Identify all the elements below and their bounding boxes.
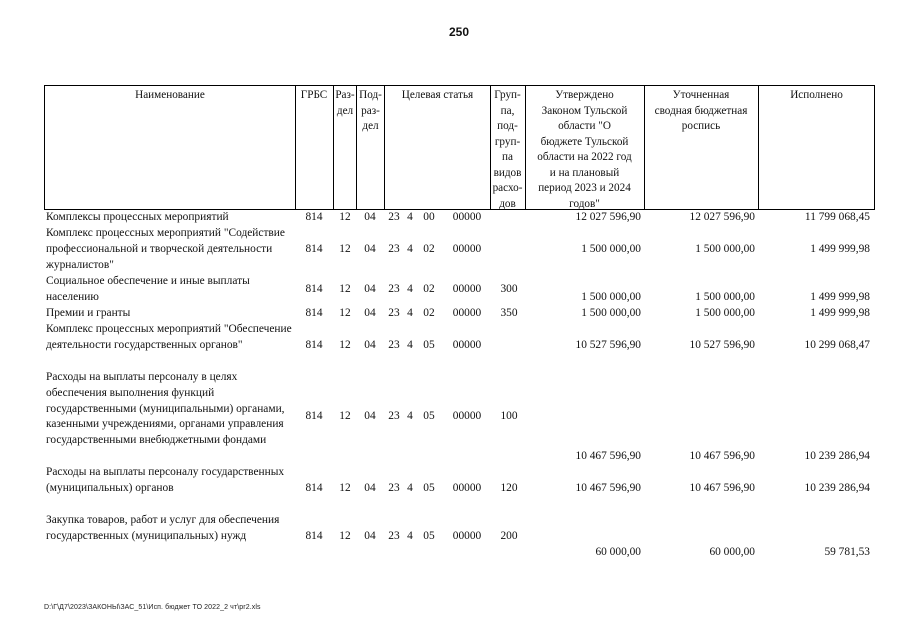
row-cs-subprogram: 05 <box>423 482 435 494</box>
row-utochnennaya: 60 000,00 <box>709 546 755 558</box>
row-utverzhdeno: 60 000,00 <box>595 546 641 558</box>
row-cs-type: 4 <box>407 211 413 223</box>
table-row <box>0 274 918 307</box>
table-row <box>0 370 918 466</box>
header-razdel: Раз- дел <box>335 89 355 117</box>
row-grbs: 814 <box>305 243 323 255</box>
row-cs-subprogram: 02 <box>423 283 435 295</box>
row-vr: 120 <box>500 482 518 494</box>
row-cs-program: 23 <box>388 530 400 542</box>
header-gruppa: Груп- па, под- груп- па видов расхо- дов <box>492 89 523 210</box>
row-cs-program: 23 <box>388 243 400 255</box>
row-cs-program: 23 <box>388 307 400 319</box>
row-name: Премии и гранты <box>46 307 131 319</box>
row-cs-subprogram: 05 <box>423 530 435 542</box>
row-cs-program: 23 <box>388 339 400 351</box>
row-name: Комплексы процессных мероприятий <box>46 211 229 223</box>
row-razdel: 12 <box>339 307 351 319</box>
row-name: Расходы на выплаты персоналу в целях обеспечения выполнения функций государственными (муниципальными) органами, казенными учреждениями, органами управления государственными внебюджетными фондами <box>46 371 285 447</box>
row-podrazdel: 04 <box>364 243 376 255</box>
row-utochnennaya: 1 500 000,00 <box>695 291 755 303</box>
row-cs-subprogram: 00 <box>423 211 435 223</box>
header-name: Наименование <box>135 89 205 101</box>
row-razdel: 12 <box>339 482 351 494</box>
row-ispolneno: 1 499 999,98 <box>810 307 870 319</box>
row-utverzhdeno: 10 467 596,90 <box>575 450 641 462</box>
row-cs-type: 4 <box>407 482 413 494</box>
row-utverzhdeno: 1 500 000,00 <box>581 243 641 255</box>
row-grbs: 814 <box>305 211 323 223</box>
header-utverzhdeno: Утверждено Законом Тульской области "О бюджете Тульской области на 2022 год и на плановый период 2023 и 2024 годов" <box>537 89 632 210</box>
row-podrazdel: 04 <box>364 339 376 351</box>
row-cs-direction: 00000 <box>452 283 482 295</box>
row-cs-program: 23 <box>388 283 400 295</box>
row-podrazdel: 04 <box>364 530 376 542</box>
row-cs-direction: 00000 <box>452 482 482 494</box>
row-utochnennaya: 12 027 596,90 <box>689 211 755 223</box>
row-ispolneno: 11 799 068,45 <box>804 211 870 223</box>
row-utochnennaya: 10 467 596,90 <box>689 482 755 494</box>
row-ispolneno: 10 239 286,94 <box>804 482 870 494</box>
row-grbs: 814 <box>305 482 323 494</box>
row-utochnennaya: 10 527 596,90 <box>689 339 755 351</box>
row-cs-type: 4 <box>407 339 413 351</box>
row-ispolneno: 1 499 999,98 <box>810 291 870 303</box>
row-grbs: 814 <box>305 307 323 319</box>
row-ispolneno: 1 499 999,98 <box>810 243 870 255</box>
row-cs-direction: 00000 <box>452 211 482 223</box>
row-grbs: 814 <box>305 410 323 422</box>
row-cs-direction: 00000 <box>452 243 482 255</box>
row-razdel: 12 <box>339 211 351 223</box>
row-cs-type: 4 <box>407 410 413 422</box>
row-cs-subprogram: 05 <box>423 410 435 422</box>
row-razdel: 12 <box>339 530 351 542</box>
row-utverzhdeno: 10 527 596,90 <box>575 339 641 351</box>
header-utochnennaya: Уточненная сводная бюджетная роспись <box>654 89 748 132</box>
row-grbs: 814 <box>305 530 323 542</box>
table-row <box>0 465 918 498</box>
row-name: Комплекс процессных мероприятий "Содействие профессиональной и творческой деятельности журналистов" <box>46 227 285 271</box>
row-cs-type: 4 <box>407 307 413 319</box>
row-cs-direction: 00000 <box>452 530 482 542</box>
row-utverzhdeno: 1 500 000,00 <box>581 307 641 319</box>
row-ispolneno: 10 239 286,94 <box>804 450 870 462</box>
row-utverzhdeno: 12 027 596,90 <box>575 211 641 223</box>
row-name: Расходы на выплаты персоналу государственных (муниципальных) органов <box>46 466 285 494</box>
row-grbs: 814 <box>305 283 323 295</box>
row-utverzhdeno: 10 467 596,90 <box>575 482 641 494</box>
row-razdel: 12 <box>339 283 351 295</box>
row-podrazdel: 04 <box>364 211 376 223</box>
header-ispolneno: Исполнено <box>790 89 843 101</box>
row-name: Закупка товаров, работ и услуг для обеспечения государственных (муниципальных) нужд <box>46 514 280 542</box>
row-cs-type: 4 <box>407 530 413 542</box>
row-ispolneno: 59 781,53 <box>824 546 870 558</box>
row-utochnennaya: 10 467 596,90 <box>689 450 755 462</box>
row-cs-direction: 00000 <box>452 339 482 351</box>
row-podrazdel: 04 <box>364 283 376 295</box>
row-cs-type: 4 <box>407 243 413 255</box>
header-grbs: ГРБС <box>300 89 328 101</box>
row-cs-subprogram: 02 <box>423 307 435 319</box>
table-row <box>0 226 918 274</box>
row-razdel: 12 <box>339 243 351 255</box>
row-cs-type: 4 <box>407 283 413 295</box>
row-razdel: 12 <box>339 410 351 422</box>
row-cs-direction: 00000 <box>452 410 482 422</box>
table-row <box>0 210 918 226</box>
table-row <box>0 513 918 563</box>
row-cs-subprogram: 02 <box>423 243 435 255</box>
row-name: Социальное обеспечение и иные выплаты населению <box>46 275 250 303</box>
header-podrazdel: Под- раз- дел <box>359 89 382 132</box>
table-row <box>0 322 918 370</box>
footer-file-path: D:\Г\Д7\2023\ЗАКОНЫ\ЗАС_51\Исп. бюджет ТО 2022_2 чт\pr2.xls <box>44 604 261 611</box>
row-vr: 300 <box>500 283 518 295</box>
row-cs-direction: 00000 <box>452 307 482 319</box>
row-cs-program: 23 <box>388 410 400 422</box>
row-podrazdel: 04 <box>364 410 376 422</box>
row-cs-subprogram: 05 <box>423 339 435 351</box>
table-row <box>0 306 918 322</box>
row-razdel: 12 <box>339 339 351 351</box>
row-grbs: 814 <box>305 339 323 351</box>
row-utochnennaya: 1 500 000,00 <box>695 243 755 255</box>
row-vr: 100 <box>500 410 518 422</box>
row-podrazdel: 04 <box>364 482 376 494</box>
row-vr: 200 <box>500 530 518 542</box>
row-name: Комплекс процессных мероприятий "Обеспечение деятельности государственных органов" <box>46 323 292 351</box>
row-utverzhdeno: 1 500 000,00 <box>581 291 641 303</box>
row-ispolneno: 10 299 068,47 <box>804 339 870 351</box>
row-cs-program: 23 <box>388 482 400 494</box>
row-cs-program: 23 <box>388 211 400 223</box>
row-utochnennaya: 1 500 000,00 <box>695 307 755 319</box>
row-podrazdel: 04 <box>364 307 376 319</box>
page-number: 250 <box>448 25 470 39</box>
header-celevaya-statya: Целевая статья <box>401 89 474 101</box>
row-vr: 350 <box>500 307 518 319</box>
